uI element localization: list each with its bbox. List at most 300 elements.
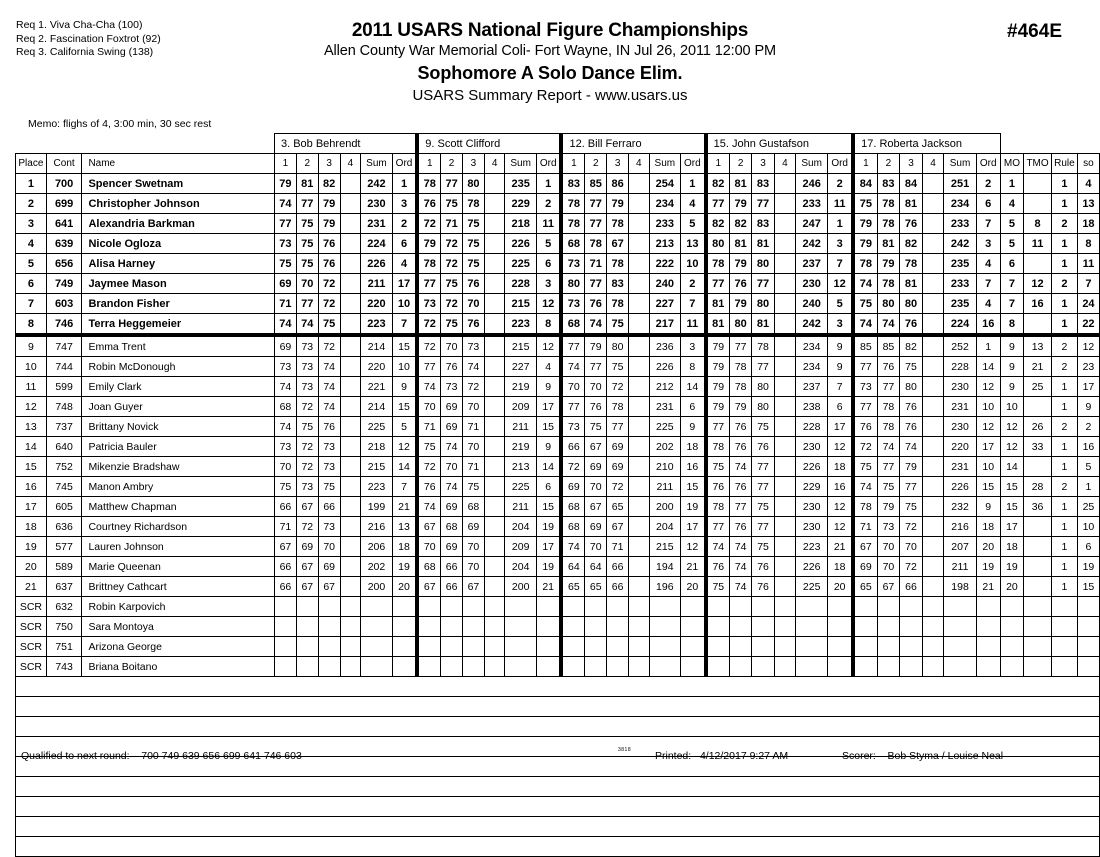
- cell-judge4-score1: 76: [706, 557, 730, 577]
- cell-name: Terra Heggemeier: [82, 314, 275, 336]
- filler-cell: [536, 737, 561, 757]
- printed-line: [655, 750, 788, 762]
- cell-so: 13: [1077, 194, 1099, 214]
- table-row[interactable]: [16, 457, 1100, 477]
- filler-cell: [774, 777, 795, 797]
- cell-judge4-ord: 7: [828, 254, 853, 274]
- col-header-judge5-ord: Ord: [976, 154, 1000, 174]
- cell-judge2-score3: 75: [463, 214, 485, 234]
- cell-judge3-sum: 204: [649, 517, 681, 537]
- col-header-rule: Rule: [1051, 154, 1077, 174]
- cell-judge3-score2: 67: [585, 437, 607, 457]
- cell-tmo: [1024, 597, 1052, 617]
- cell-judge3-sum: 215: [649, 537, 681, 557]
- table-row[interactable]: [16, 577, 1100, 597]
- cell-mo: 14: [1000, 457, 1023, 477]
- cell-judge1-sum: 231: [361, 214, 393, 234]
- cell-judge1-score3: 79: [318, 214, 340, 234]
- table-row[interactable]: [16, 537, 1100, 557]
- cell-judge2-score4: [484, 597, 505, 617]
- cell-judge5-score1: 85: [853, 335, 877, 357]
- cell-judge2-sum: 209: [505, 537, 537, 557]
- cell-judge2-score4: [484, 617, 505, 637]
- cell-tmo: 8: [1024, 214, 1052, 234]
- cell-judge2-score1: 67: [417, 517, 440, 537]
- cell-tmo: [1024, 557, 1052, 577]
- cell-judge5-score4: [922, 557, 944, 577]
- cell-judge1-score3: [318, 617, 340, 637]
- filler-cell: [16, 717, 47, 737]
- cell-judge2-score2: 73: [441, 377, 463, 397]
- cell-judge4-score1: [706, 617, 730, 637]
- cell-rule: [1051, 597, 1077, 617]
- filler-cell: [296, 797, 318, 817]
- cell-judge1-score2: 75: [296, 214, 318, 234]
- cell-judge5-score1: [853, 657, 877, 677]
- cell-judge2-score1: 72: [417, 314, 440, 336]
- cell-judge5-score3: 75: [900, 357, 923, 377]
- cell-place: 2: [16, 194, 47, 214]
- cell-judge4-score2: 79: [729, 397, 751, 417]
- cell-judge3-score4: [629, 437, 650, 457]
- cell-judge3-sum: 233: [649, 214, 681, 234]
- judge-banner-row: [16, 134, 1100, 154]
- cell-judge5-ord: 2: [976, 174, 1000, 194]
- table-row[interactable]: [16, 417, 1100, 437]
- cell-judge4-score3: 81: [752, 314, 774, 336]
- filler-cell: [484, 677, 505, 697]
- cell-judge2-score2: 70: [441, 335, 463, 357]
- cell-judge4-score4: [774, 274, 795, 294]
- cell-judge3-ord: 4: [681, 194, 706, 214]
- cell-judge3-score1: 78: [561, 214, 584, 234]
- filler-cell: [900, 777, 923, 797]
- cell-place: 18: [16, 517, 47, 537]
- cell-judge4-sum: [796, 637, 828, 657]
- table-row[interactable]: [16, 194, 1100, 214]
- cell-judge3-score1: 64: [561, 557, 584, 577]
- table-row[interactable]: [16, 357, 1100, 377]
- cell-judge1-score1: 74: [274, 194, 296, 214]
- filler-cell: [649, 777, 681, 797]
- cell-judge4-sum: 226: [796, 557, 828, 577]
- cell-judge1-score1: 68: [274, 397, 296, 417]
- table-row[interactable]: [16, 557, 1100, 577]
- filler-cell: [1051, 757, 1077, 777]
- cell-judge3-ord: 13: [681, 234, 706, 254]
- filler-cell: [796, 717, 828, 737]
- cell-judge1-ord: 15: [392, 335, 417, 357]
- cell-cont: 746: [46, 314, 82, 336]
- filler-cell: [752, 677, 774, 697]
- filler-cell: [752, 797, 774, 817]
- cell-judge5-score3: 72: [900, 517, 923, 537]
- filler-cell: [1000, 697, 1023, 717]
- cell-judge1-score4: [340, 314, 361, 336]
- filler-cell: [585, 697, 607, 717]
- cell-judge3-sum: [649, 597, 681, 617]
- cell-judge4-ord: 9: [828, 335, 853, 357]
- cell-judge1-score4: [340, 457, 361, 477]
- table-row[interactable]: [16, 335, 1100, 357]
- cell-judge1-score3: 75: [318, 314, 340, 336]
- filler-cell: [417, 737, 440, 757]
- cell-judge1-sum: 199: [361, 497, 393, 517]
- filler-cell: [922, 717, 944, 737]
- cell-judge4-score4: [774, 657, 795, 677]
- cell-judge5-score1: 76: [853, 417, 877, 437]
- cell-judge3-ord: 8: [681, 357, 706, 377]
- cell-so: 17: [1077, 377, 1099, 397]
- cell-judge3-score3: 75: [607, 314, 629, 336]
- cell-judge5-score1: 71: [853, 517, 877, 537]
- cell-name: Lauren Johnson: [82, 537, 275, 557]
- cell-judge3-score4: [629, 234, 650, 254]
- cell-judge1-score4: [340, 194, 361, 214]
- cell-judge2-score3: [463, 657, 485, 677]
- printed-label: Printed:: [655, 750, 692, 762]
- cell-judge5-score1: [853, 637, 877, 657]
- cell-judge3-score2: [585, 617, 607, 637]
- filler-cell: [82, 677, 275, 697]
- cell-judge1-score2: 74: [296, 314, 318, 336]
- cell-judge5-score3: 76: [900, 397, 923, 417]
- cell-mo: 5: [1000, 214, 1023, 234]
- filler-cell: [681, 777, 706, 797]
- table-row[interactable]: [16, 437, 1100, 457]
- printed-value: 4/12/2017 9:27 AM: [699, 750, 789, 762]
- table-row[interactable]: [16, 657, 1100, 677]
- judge-header-1: 3. Bob Behrendt: [274, 134, 417, 154]
- cell-judge5-sum: 207: [944, 537, 976, 557]
- cell-judge3-score2: 65: [585, 577, 607, 597]
- cell-cont: 699: [46, 194, 82, 214]
- cell-place: 10: [16, 357, 47, 377]
- cell-judge4-score4: [774, 437, 795, 457]
- filler-cell: [796, 737, 828, 757]
- col-header-judge3-3: 3: [607, 154, 629, 174]
- cell-rule: 1: [1051, 194, 1077, 214]
- cell-judge4-ord: 3: [828, 234, 853, 254]
- cell-so: 8: [1077, 234, 1099, 254]
- cell-judge2-score4: [484, 294, 505, 314]
- cell-judge3-score2: 76: [585, 397, 607, 417]
- filler-cell: [1051, 837, 1077, 857]
- filler-cell: [82, 837, 275, 857]
- filler-cell: [828, 837, 853, 857]
- cell-place: 13: [16, 417, 47, 437]
- cell-judge5-sum: [944, 597, 976, 617]
- cell-judge4-score4: [774, 597, 795, 617]
- cell-judge2-score1: 67: [417, 577, 440, 597]
- filler-cell: [340, 817, 361, 837]
- table-row[interactable]: [16, 234, 1100, 254]
- cell-judge5-score2: 78: [877, 274, 900, 294]
- cell-tmo: [1024, 314, 1052, 336]
- cell-judge1-score4: [340, 557, 361, 577]
- cell-judge1-score4: [340, 335, 361, 357]
- cell-judge1-score2: 77: [296, 294, 318, 314]
- cell-judge3-score3: 72: [607, 377, 629, 397]
- cell-judge3-sum: 211: [649, 477, 681, 497]
- cell-judge3-ord: [681, 597, 706, 617]
- cell-judge4-score2: 79: [729, 254, 751, 274]
- table-row[interactable]: [16, 174, 1100, 194]
- cell-judge1-sum: 218: [361, 437, 393, 457]
- cell-judge5-score3: 77: [900, 477, 923, 497]
- cell-judge4-score4: [774, 497, 795, 517]
- cell-judge3-score2: 71: [585, 254, 607, 274]
- cell-judge5-score1: 75: [853, 294, 877, 314]
- filler-cell: [484, 757, 505, 777]
- col-header-name: Name: [82, 154, 275, 174]
- cell-judge4-score1: 77: [706, 517, 730, 537]
- cell-judge5-score4: [922, 294, 944, 314]
- filler-cell: [976, 777, 1000, 797]
- cell-name: Robin Karpovich: [82, 597, 275, 617]
- cell-judge4-score2: 78: [729, 357, 751, 377]
- cell-judge1-score2: 69: [296, 537, 318, 557]
- cell-so: 16: [1077, 437, 1099, 457]
- filler-cell: [296, 697, 318, 717]
- event-code: #464E: [1007, 21, 1062, 42]
- filler-cell: [1000, 757, 1023, 777]
- table-row[interactable]: [16, 254, 1100, 274]
- filler-cell: [82, 697, 275, 717]
- cell-judge4-score2: 76: [729, 437, 751, 457]
- table-row[interactable]: [16, 294, 1100, 314]
- filler-cell: [46, 797, 82, 817]
- cell-judge3-score3: 69: [607, 437, 629, 457]
- table-row[interactable]: [16, 314, 1100, 336]
- table-row[interactable]: [16, 214, 1100, 234]
- cell-judge4-score4: [774, 617, 795, 637]
- cell-so: 22: [1077, 314, 1099, 336]
- cell-judge2-score3: 70: [463, 397, 485, 417]
- cell-judge2-ord: 12: [536, 335, 561, 357]
- cell-so: 10: [1077, 517, 1099, 537]
- cell-judge2-score2: 66: [441, 557, 463, 577]
- cell-judge2-ord: 6: [536, 254, 561, 274]
- filler-cell: [585, 757, 607, 777]
- filler-cell: [16, 777, 47, 797]
- filler-cell: [441, 737, 463, 757]
- table-row[interactable]: [16, 617, 1100, 637]
- filler-cell: [976, 797, 1000, 817]
- cell-place: 16: [16, 477, 47, 497]
- col-header-judge3-ord: Ord: [681, 154, 706, 174]
- filler-cell: [484, 697, 505, 717]
- cell-judge5-sum: 228: [944, 357, 976, 377]
- cell-judge3-score2: 76: [585, 294, 607, 314]
- filler-cell: [922, 677, 944, 697]
- cell-judge1-score4: [340, 617, 361, 637]
- cell-judge2-score4: [484, 274, 505, 294]
- cell-so: 2: [1077, 417, 1099, 437]
- cell-judge3-score4: [629, 477, 650, 497]
- cell-judge5-score4: [922, 397, 944, 417]
- cell-judge1-score3: 73: [318, 457, 340, 477]
- cell-rule: 2: [1051, 214, 1077, 234]
- filler-cell: [318, 817, 340, 837]
- cell-judge5-ord: [976, 637, 1000, 657]
- filler-cell: [1077, 697, 1099, 717]
- cell-judge3-sum: 196: [649, 577, 681, 597]
- filler-cell: [1024, 837, 1052, 857]
- cell-rule: 1: [1051, 577, 1077, 597]
- cell-judge5-score4: [922, 214, 944, 234]
- table-row[interactable]: [16, 477, 1100, 497]
- cell-name: Brittany Novick: [82, 417, 275, 437]
- filler-cell: [706, 717, 730, 737]
- cell-judge2-sum: 213: [505, 457, 537, 477]
- cell-place: SCR: [16, 657, 47, 677]
- cell-judge5-score2: 80: [877, 294, 900, 314]
- cell-judge1-ord: 20: [392, 577, 417, 597]
- cell-so: 12: [1077, 335, 1099, 357]
- cell-judge3-ord: 3: [681, 335, 706, 357]
- filler-cell: [46, 837, 82, 857]
- filler-cell: [1077, 777, 1099, 797]
- cell-judge3-score3: [607, 597, 629, 617]
- cell-judge4-ord: 6: [828, 397, 853, 417]
- cell-judge1-score2: 72: [296, 457, 318, 477]
- cell-judge4-ord: 16: [828, 477, 853, 497]
- table-row[interactable]: [16, 517, 1100, 537]
- table-row[interactable]: [16, 397, 1100, 417]
- filler-cell: [877, 677, 900, 697]
- filler-cell: [463, 757, 485, 777]
- cell-mo: 20: [1000, 577, 1023, 597]
- requirement-value: Fascination Foxtrot (92): [49, 32, 161, 45]
- cell-judge1-score4: [340, 377, 361, 397]
- cell-judge2-sum: 223: [505, 314, 537, 336]
- table-row[interactable]: [16, 274, 1100, 294]
- cell-judge5-sum: 216: [944, 517, 976, 537]
- cell-so: 4: [1077, 174, 1099, 194]
- cell-judge4-score1: 81: [706, 294, 730, 314]
- filler-cell: [944, 677, 976, 697]
- cell-judge3-sum: 194: [649, 557, 681, 577]
- cell-so: 11: [1077, 254, 1099, 274]
- cell-judge5-score3: 76: [900, 314, 923, 336]
- cell-judge3-score2: 85: [585, 174, 607, 194]
- filler-cell: [561, 777, 584, 797]
- cell-rule: 1: [1051, 517, 1077, 537]
- cell-judge1-score2: [296, 617, 318, 637]
- cell-judge2-score3: 74: [463, 357, 485, 377]
- cell-judge2-ord: 19: [536, 517, 561, 537]
- cell-judge3-score3: 80: [607, 335, 629, 357]
- filler-cell: [828, 777, 853, 797]
- cell-judge5-score2: 77: [877, 377, 900, 397]
- filler-cell: [16, 697, 47, 717]
- cell-judge4-sum: 237: [796, 254, 828, 274]
- cell-judge4-score4: [774, 637, 795, 657]
- judge-header-5: 17. Roberta Jackson: [853, 134, 1000, 154]
- filler-cell: [318, 797, 340, 817]
- filler-cell: [607, 817, 629, 837]
- cell-judge4-sum: 226: [796, 457, 828, 477]
- filler-cell: [463, 697, 485, 717]
- filler-cell: [484, 797, 505, 817]
- cell-judge1-score1: 74: [274, 417, 296, 437]
- column-header-row: [16, 154, 1100, 174]
- cell-cont: 605: [46, 497, 82, 517]
- cell-judge2-sum: 200: [505, 577, 537, 597]
- cell-judge2-score3: [463, 617, 485, 637]
- cell-judge2-score4: [484, 174, 505, 194]
- cell-judge2-score2: [441, 617, 463, 637]
- filler-cell: [706, 697, 730, 717]
- cell-judge5-score1: 69: [853, 557, 877, 577]
- cell-judge2-sum: 204: [505, 517, 537, 537]
- filler-cell: [796, 797, 828, 817]
- cell-judge2-score3: 75: [463, 254, 485, 274]
- table-row[interactable]: [16, 497, 1100, 517]
- cell-judge5-ord: 7: [976, 214, 1000, 234]
- filler-cell: [729, 817, 751, 837]
- cell-judge3-score3: [607, 657, 629, 677]
- cell-judge4-ord: 11: [828, 194, 853, 214]
- banner-spacer-right: [1000, 134, 1099, 154]
- cell-judge4-score1: [706, 657, 730, 677]
- cell-judge1-ord: 9: [392, 377, 417, 397]
- col-header-judge5-4: 4: [922, 154, 944, 174]
- table-row[interactable]: [16, 377, 1100, 397]
- filler-cell: [774, 677, 795, 697]
- cell-judge2-ord: 1: [536, 174, 561, 194]
- table-row[interactable]: [16, 637, 1100, 657]
- cell-judge3-ord: 11: [681, 314, 706, 336]
- table-row[interactable]: [16, 597, 1100, 617]
- filler-cell: [82, 797, 275, 817]
- col-header-judge3-2: 2: [585, 154, 607, 174]
- filler-cell: [536, 717, 561, 737]
- cell-judge5-sum: 252: [944, 335, 976, 357]
- cell-judge1-ord: 12: [392, 437, 417, 457]
- filler-cell: [561, 837, 584, 857]
- results-sheet: [15, 133, 1100, 857]
- col-header-mo: MO: [1000, 154, 1023, 174]
- col-header-place: Place: [16, 154, 47, 174]
- cell-place: 3: [16, 214, 47, 234]
- cell-judge4-score4: [774, 234, 795, 254]
- cell-judge5-ord: 16: [976, 314, 1000, 336]
- cell-place: 4: [16, 234, 47, 254]
- cell-judge5-score2: [877, 657, 900, 677]
- cell-so: 9: [1077, 397, 1099, 417]
- cell-judge2-score3: 71: [463, 457, 485, 477]
- cell-judge5-score3: [900, 657, 923, 677]
- cell-judge3-score2: 77: [585, 357, 607, 377]
- cell-judge5-score3: 80: [900, 377, 923, 397]
- cell-judge1-ord: 13: [392, 517, 417, 537]
- filler-cell: [296, 817, 318, 837]
- cell-judge2-sum: 218: [505, 214, 537, 234]
- table-head: [16, 134, 1100, 174]
- cell-judge2-sum: 228: [505, 274, 537, 294]
- cell-judge1-score3: [318, 597, 340, 617]
- cell-judge3-score4: [629, 597, 650, 617]
- cell-judge2-score4: [484, 335, 505, 357]
- cell-cont: 636: [46, 517, 82, 537]
- filler-cell: [796, 837, 828, 857]
- requirement-value: Viva Cha-Cha (100): [49, 19, 143, 31]
- cell-tmo: [1024, 517, 1052, 537]
- filler-cell: [649, 717, 681, 737]
- cell-judge1-score1: 66: [274, 497, 296, 517]
